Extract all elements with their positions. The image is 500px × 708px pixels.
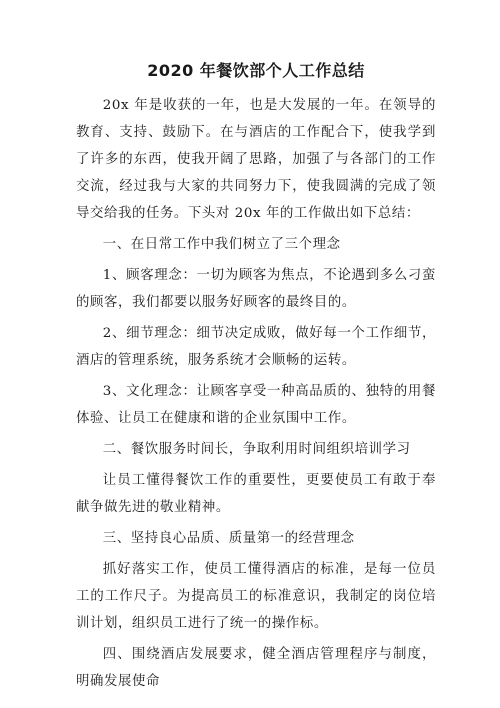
training-paragraph: 让员工懂得餐饮工作的重要性，更要使员工有敢于奉献争做先进的敬业精神。: [76, 473, 436, 515]
section-heading-1: 一、在日常工作中我们树立了三个理念: [102, 237, 341, 252]
standards-paragraph: 抓好落实工作，使员工懂得酒店的标准，是每一位员工的工作尺子。为提高员工的标准意识，我制定的岗位培训计划，组织员工进行了统一的操作标。: [76, 562, 436, 631]
concept-customer-paragraph: 1、顾客理念：一切为顾客为焦点，不论遇到多么刁蛮的顾客，我们都要以服务好顾客的最终目的。: [76, 268, 436, 310]
concept-detail-paragraph: 2、细节理念：细节决定成败，做好每一个工作细节，酒店的管理系统，服务系统才会顺畅的运转。: [76, 326, 436, 368]
intro-paragraph: 20x 年是收获的一年，也是大发展的一年。在领导的教育、支持、鼓励下。在与酒店的工作配合下，使我学到了许多的东西，使我开阔了思路，加强了与各部门的工作交流，经过我与大家的共同努力下，使我圆满的完成了领导交给我的任务。下头对 20x 年的工作做出如下总结：: [76, 98, 436, 221]
concept-culture-paragraph: 3、文化理念：让顾客享受一种高品质的、独特的用餐体验、让员工在健康和谐的企业氛围中工作。: [76, 384, 436, 426]
document-title: 2020 年餐饮部个人工作总结: [147, 61, 365, 80]
section-heading-2: 二、餐饮服务时间长，争取利用时间组织培训学习: [102, 442, 411, 457]
section-heading-3: 三、坚持良心品质、质量第一的经营理念: [102, 531, 355, 546]
section-heading-4: 四、围绕酒店发展要求，健全酒店管理程序与制度，明确发展使命: [76, 647, 436, 689]
